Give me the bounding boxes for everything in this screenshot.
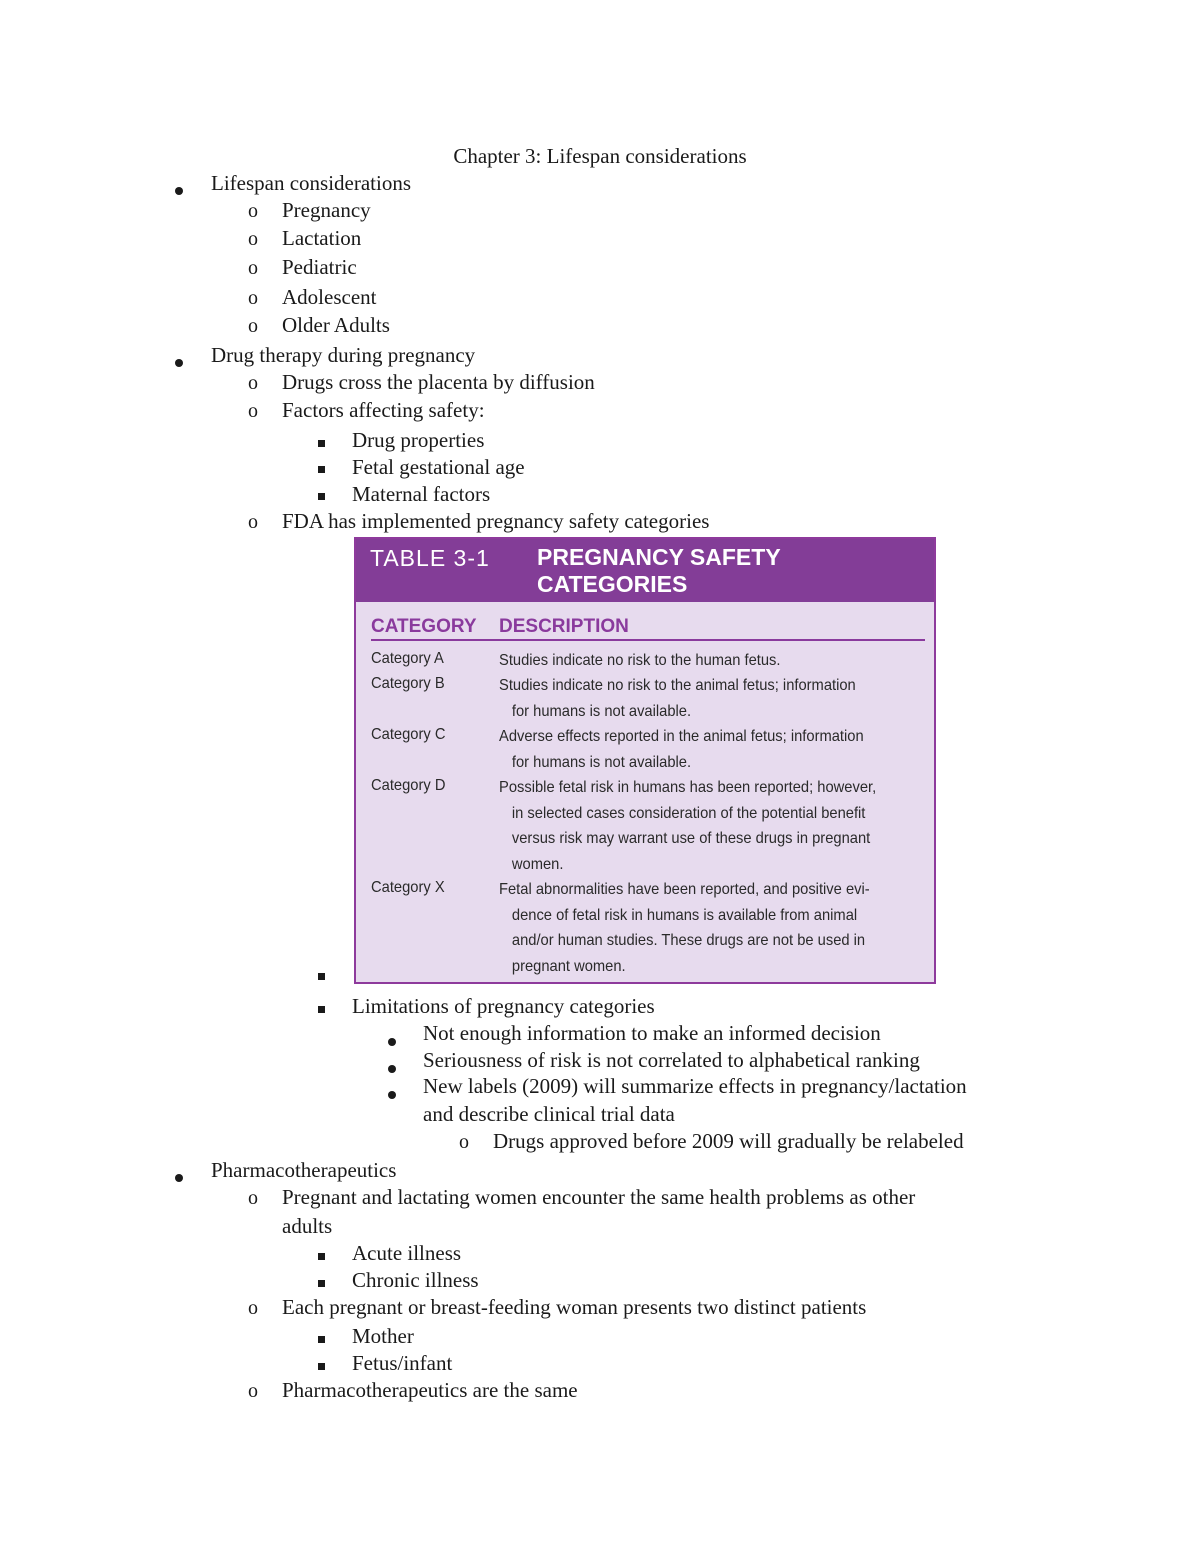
outline-item: Drug properties bbox=[352, 428, 485, 452]
bullet-square bbox=[318, 960, 325, 986]
description-line: and/or human studies. These drugs are not be used in bbox=[511, 932, 866, 949]
description-line: pregnant women. bbox=[511, 957, 626, 975]
bullet-square bbox=[318, 1350, 325, 1376]
bullet-circle: o bbox=[248, 1297, 258, 1319]
category-description bbox=[499, 775, 876, 877]
description-line: Possible fetal risk in humans has been reported; however, bbox=[499, 779, 877, 796]
description-line: versus risk may warrant use of these drugs in pregnant bbox=[511, 830, 871, 847]
bullet-circle: o bbox=[248, 287, 258, 309]
bullet-dot bbox=[175, 1162, 183, 1188]
outline-item: Fetal gestational age bbox=[352, 455, 525, 479]
bullet-square bbox=[318, 993, 325, 1019]
description-line: for humans is not available. bbox=[511, 753, 692, 771]
outline-item: Not enough information to make an informed decision bbox=[423, 1021, 881, 1045]
table-title-line: PREGNANCY SAFETY bbox=[537, 544, 781, 570]
description-line: dence of fetal risk in humans is available from animal bbox=[511, 906, 858, 924]
bullet-square bbox=[318, 1267, 325, 1293]
description-line: in selected cases consideration of the potential benefit bbox=[511, 804, 866, 822]
outline-item: Seriousness of risk is not correlated to alphabetical ranking bbox=[423, 1048, 920, 1072]
table-title bbox=[537, 544, 837, 598]
outline-item: Pharmacotherapeutics are the same bbox=[282, 1378, 578, 1402]
bullet-circle: o bbox=[248, 372, 258, 394]
page-title: Chapter 3: Lifespan considerations bbox=[453, 144, 747, 168]
outline-item: Maternal factors bbox=[352, 482, 491, 506]
outline-item: Each pregnant or breast-feeding woman presents two distinct patients bbox=[282, 1295, 867, 1319]
bullet-circle: o bbox=[248, 228, 258, 250]
bullet-square bbox=[318, 1240, 325, 1266]
outline-item: Drugs approved before 2009 will gradually be relabeled bbox=[493, 1129, 964, 1153]
outline-item: Factors affecting safety: bbox=[282, 398, 485, 422]
bullet-square bbox=[318, 480, 325, 506]
bullet-circle: o bbox=[248, 257, 258, 279]
bullet-dot bbox=[388, 1053, 396, 1079]
outline-item: Pharmacotherapeutics bbox=[211, 1158, 397, 1182]
outline-item: Pediatric bbox=[282, 255, 357, 279]
outline-item: Acute illness bbox=[352, 1241, 462, 1265]
bullet-square bbox=[318, 427, 325, 453]
category-description bbox=[499, 724, 864, 775]
outline-item: Pregnant and lactating women encounter the same health problems as other bbox=[282, 1185, 916, 1209]
category-label: Category A bbox=[371, 650, 444, 667]
header-rule bbox=[371, 639, 925, 641]
table-title-line: CATEGORIES bbox=[537, 571, 688, 597]
bullet-dot bbox=[175, 347, 183, 373]
outline-item: Limitations of pregnancy categories bbox=[352, 994, 655, 1018]
bullet-square bbox=[318, 453, 325, 479]
category-label: Category B bbox=[371, 675, 445, 692]
bullet-circle: o bbox=[459, 1131, 469, 1153]
category-label: Category C bbox=[371, 726, 446, 743]
outline-item: Mother bbox=[352, 1324, 414, 1348]
description-line: Studies indicate no risk to the human fetus. bbox=[499, 652, 781, 669]
outline-item: FDA has implemented pregnancy safety categories bbox=[282, 509, 710, 533]
pregnancy-safety-table bbox=[354, 537, 936, 984]
bullet-circle: o bbox=[248, 315, 258, 337]
bullet-circle: o bbox=[248, 1380, 258, 1402]
outline-item: Fetus/infant bbox=[352, 1351, 453, 1375]
outline-item: Lactation bbox=[282, 226, 362, 250]
bullet-dot bbox=[388, 1079, 396, 1105]
category-label: Category D bbox=[371, 777, 446, 794]
outline-item: and describe clinical trial data bbox=[423, 1102, 675, 1126]
bullet-circle: o bbox=[248, 200, 258, 222]
outline-item: Drugs cross the placenta by diffusion bbox=[282, 370, 595, 394]
outline-item: Drug therapy during pregnancy bbox=[211, 343, 476, 367]
column-header-description: DESCRIPTION bbox=[499, 616, 629, 637]
bullet-circle: o bbox=[248, 400, 258, 422]
outline-item: Chronic illness bbox=[352, 1268, 479, 1292]
column-header-category: CATEGORY bbox=[371, 616, 477, 637]
description-line: Studies indicate no risk to the animal fetus; information bbox=[499, 677, 856, 694]
description-line: Adverse effects reported in the animal fetus; information bbox=[499, 728, 864, 745]
description-line: Fetal abnormalities have been reported, and positive evi- bbox=[499, 881, 870, 898]
category-label: Category X bbox=[371, 879, 445, 896]
outline-item: Older Adults bbox=[282, 313, 390, 337]
description-line: women. bbox=[511, 855, 564, 873]
outline-item: adults bbox=[282, 1214, 333, 1238]
outline-item: New labels (2009) will summarize effects in pregnancy/lactation bbox=[423, 1074, 967, 1098]
outline-item: Adolescent bbox=[282, 285, 377, 309]
bullet-dot bbox=[388, 1026, 396, 1052]
category-description bbox=[499, 648, 780, 674]
description-line: for humans is not available. bbox=[511, 702, 692, 720]
outline-item: Pregnancy bbox=[282, 198, 371, 222]
category-description bbox=[499, 673, 856, 724]
outline-item: Lifespan considerations bbox=[211, 171, 412, 195]
table-header bbox=[356, 539, 934, 602]
category-description bbox=[499, 877, 870, 979]
bullet-square bbox=[318, 1323, 325, 1349]
bullet-circle: o bbox=[248, 511, 258, 533]
bullet-dot bbox=[175, 175, 183, 201]
table-number: TABLE 3-1 bbox=[370, 545, 490, 571]
bullet-circle: o bbox=[248, 1187, 258, 1209]
